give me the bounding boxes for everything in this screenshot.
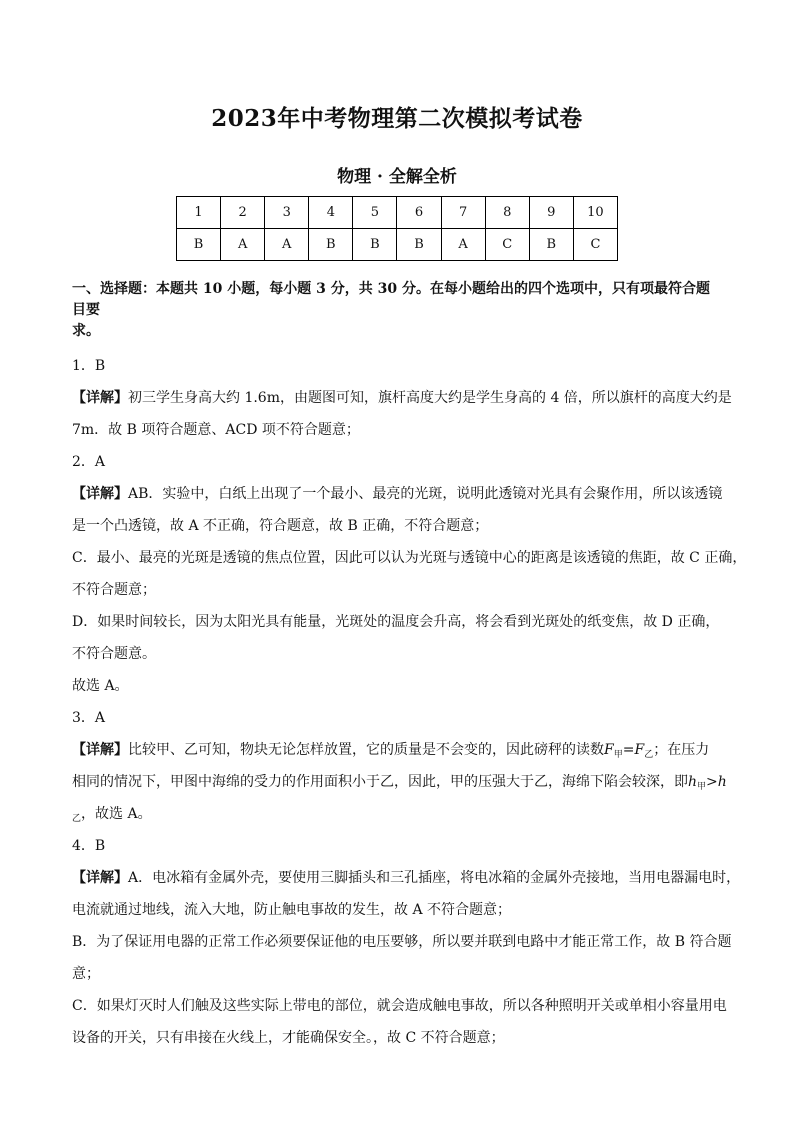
question-number-cell: 2 — [221, 197, 265, 229]
answer-cell: B — [309, 229, 353, 261]
answer-cell: A — [441, 229, 485, 261]
item-answer: 1．B — [72, 358, 106, 374]
explanation-line — [72, 382, 732, 414]
detail-tag: 【详解】 — [72, 390, 128, 406]
subscript-yi: 乙 — [72, 814, 82, 824]
explanation-line: 故选 A。 — [72, 678, 129, 694]
explanation-text: ；在压力 — [653, 742, 710, 758]
page-subtitle: 物理 · 全解全析 — [337, 167, 457, 187]
explanation-line: 不符合题意。 — [72, 646, 156, 662]
explanation-text: AB．实验中，白纸上出现了一个最小、最亮的光斑，说明此透镜对光具有会聚作用，所以该透镜 — [128, 486, 723, 502]
explanation-line — [72, 734, 722, 766]
answer-table-answer-row — [177, 229, 618, 261]
explanation-line: 不符合题意； — [72, 582, 156, 598]
answer-cell: B — [529, 229, 573, 261]
question-number-cell: 9 — [529, 197, 573, 229]
height-symbol: h — [688, 774, 698, 790]
question-number-cell: 7 — [441, 197, 485, 229]
question-number-cell: 3 — [265, 197, 309, 229]
question-number-cell: 10 — [573, 197, 617, 229]
question-number-cell: 1 — [177, 197, 221, 229]
section-heading-line: 一、选择题：本题共 10 小题，每小题 3 分，共 30 分。在每小题给出的四个选项中，只有项最符合题目要 — [72, 281, 710, 318]
force-symbol: F — [634, 742, 645, 758]
answer-table-number-row — [177, 197, 618, 229]
subscript-jia: 甲 — [697, 782, 707, 792]
detail-tag: 【详解】 — [72, 742, 128, 758]
explanation-line — [72, 798, 722, 830]
explanation-line: 电流就通过地线，流入大地，防止触电事故的发生，故 A 不符合题意； — [72, 902, 512, 918]
explanation-line: 7m．故 B 项符合题意、ACD 项不符合题意； — [72, 422, 360, 438]
detail-tag: 【详解】 — [72, 486, 128, 502]
answer-cell: C — [485, 229, 529, 261]
item-answer: 4．B — [72, 838, 106, 854]
section-heading — [72, 279, 722, 342]
explanation-text: A．电冰箱有金属外壳，要使用三脚插头和三孔插座，将电冰箱的金属外壳接地，当用电器漏电时， — [128, 870, 741, 886]
explanation-text: 相同的情况下，甲图中海绵的受力的作用面积小于乙，因此，甲的压强大于乙，海绵下陷会较深，即 — [72, 774, 688, 790]
explanation-text: ，故选 A。 — [81, 806, 152, 822]
page-title: 2023年中考物理第二次模拟考试卷 — [211, 105, 583, 132]
question-number-cell: 6 — [397, 197, 441, 229]
subscript-yi: 乙 — [644, 750, 654, 760]
explanation-line — [72, 862, 741, 894]
explanation-line: C．最小、最亮的光斑是透镜的焦点位置，因此可以认为光斑与透镜中心的距离是该透镜的焦距，故 C 正确， — [72, 550, 747, 566]
explanation-line — [72, 766, 727, 798]
item-answer: 3．A — [72, 710, 106, 726]
explanation-text: 初三学生身高大约 1.6m，由题图可知，旗杆高度大约是学生身高的 4 倍，所以旗杆的高度大约是 — [128, 390, 732, 406]
item-answer: 2．A — [72, 454, 106, 470]
answer-table — [176, 196, 618, 261]
equals-sign: = — [622, 742, 635, 758]
answer-cell: A — [265, 229, 309, 261]
answer-cell: B — [177, 229, 221, 261]
answer-cell: A — [221, 229, 265, 261]
answer-cell: B — [397, 229, 441, 261]
subscript-jia: 甲 — [613, 750, 623, 760]
explanation-line: C．如果灯灭时人们触及这些实际上带电的部位，就会造成触电事故，所以各种照明开关或单相小容量用电 — [72, 998, 727, 1014]
explanation-line — [72, 478, 722, 510]
answer-cell: B — [353, 229, 397, 261]
section-heading-line: 求。 — [72, 323, 100, 339]
solution-body — [72, 279, 747, 1054]
detail-tag: 【详解】 — [72, 870, 128, 886]
explanation-line: 意； — [72, 966, 100, 982]
question-number-cell: 4 — [309, 197, 353, 229]
explanation-line: D．如果时间较长，因为太阳光具有能量，光斑处的温度会升高，将会看到光斑处的纸变焦，故 D 正确， — [72, 614, 720, 630]
question-number-cell: 8 — [485, 197, 529, 229]
height-symbol: h — [717, 774, 727, 790]
explanation-line: 是一个凸透镜，故 A 不正确，符合题意，故 B 正确，不符合题意； — [72, 518, 489, 534]
answer-cell: C — [573, 229, 617, 261]
explanation-line: B．为了保证用电器的正常工作必须要保证他的电压要够，所以要并联到电路中才能正常工作，故 B 符合题 — [72, 934, 732, 950]
question-number-cell: 5 — [353, 197, 397, 229]
greater-than-sign: > — [706, 774, 718, 790]
explanation-line: 设备的开关，只有串接在火线上，才能确保安全。，故 C 不符合题意； — [72, 1030, 505, 1046]
explanation-text: 比较甲、乙可知，物块无论怎样放置，它的质量是不会变的，因此磅秤的读数 — [128, 742, 604, 758]
force-symbol: F — [604, 742, 614, 758]
